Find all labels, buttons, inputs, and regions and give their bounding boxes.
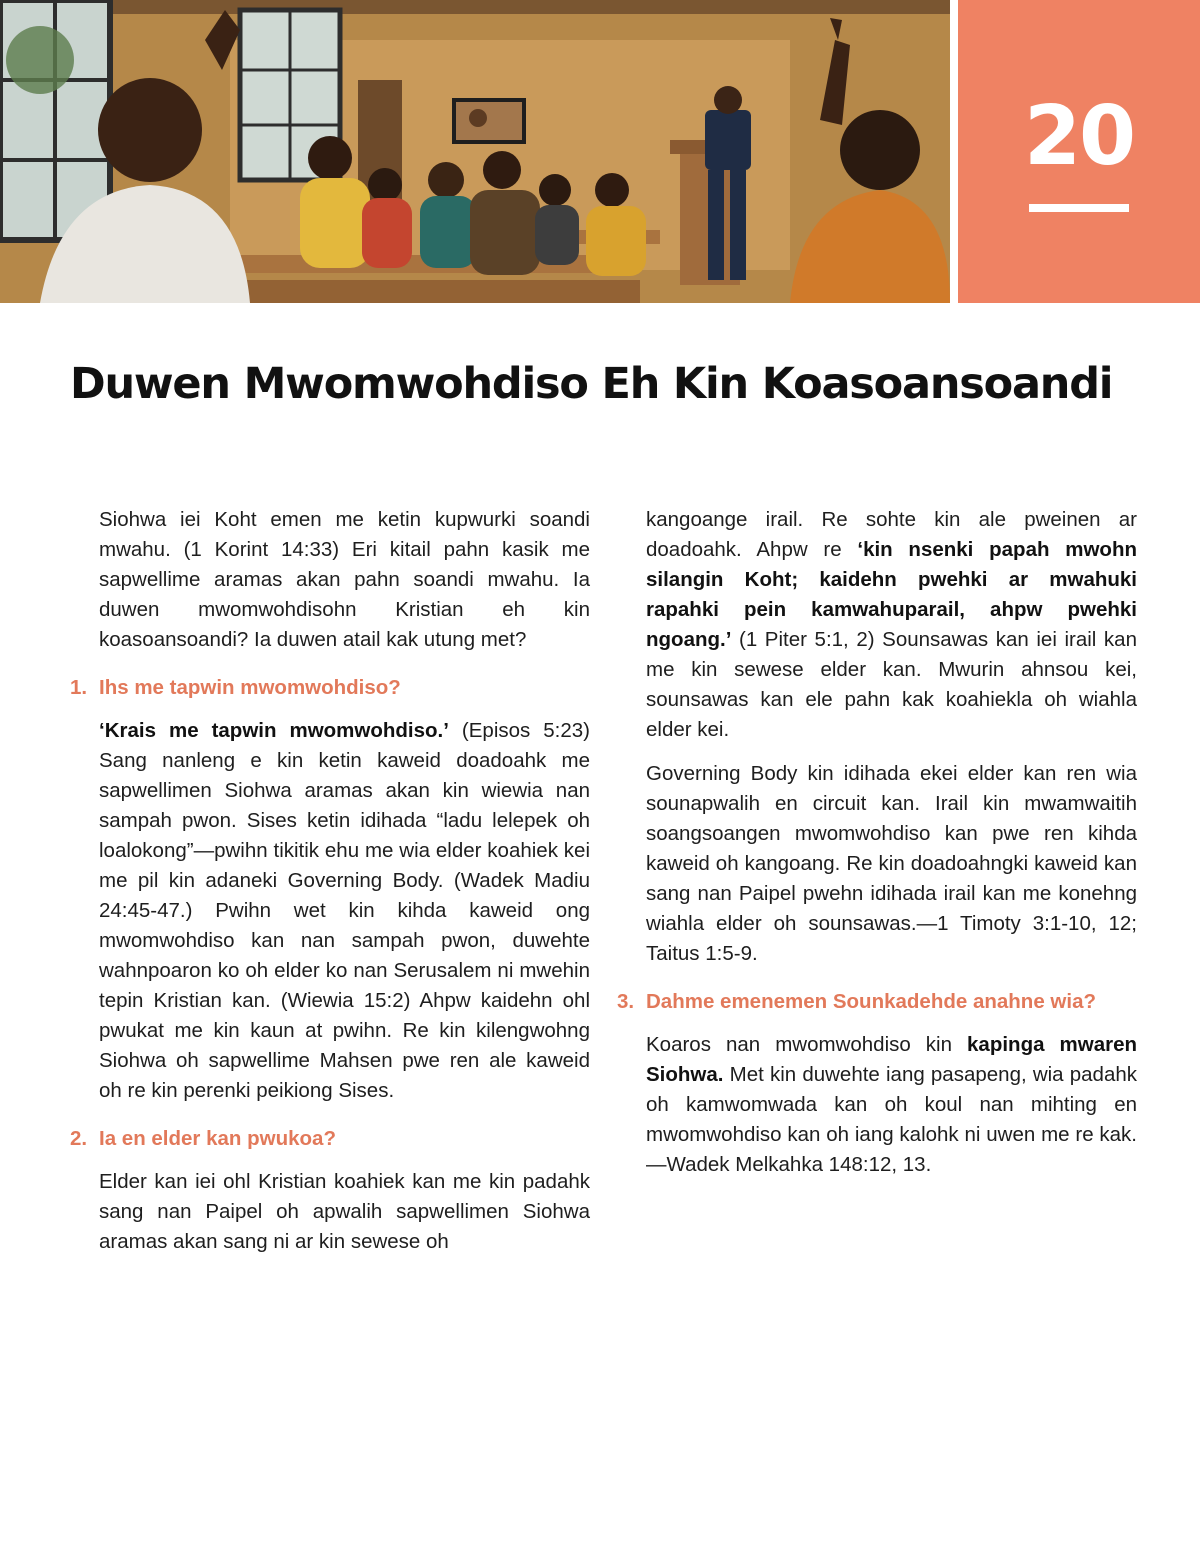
answer-1-emphasis: ‘Krais me tapwin mwomwohdiso.’ — [99, 719, 449, 742]
answer-2-cont-rest: (1 Piter 5:1, 2) Sounsawas kan iei irail kan me kin sewese elder kan. Mwurin ahnsou kei, sounsawas kan ele pahn kak koahiekla oh wiahla elder kei. — [646, 628, 1137, 741]
answer-2-cont-start: kangoange irail. Re sohte kin ale pweinen ar doadoahk. Ahpw re — [646, 508, 1137, 561]
page-title: Duwen Mwomwohdiso Eh Kin Koasoansoandi — [70, 359, 1113, 409]
answer-3-rest: Met kin duwehte iang pasapeng, wia padahk oh kamwomwada kan oh koul nan mihting en mwomwohdiso kan oh iang kalohk ni uwen me re kak.—Wadek Melkahka 148:12, 13. — [646, 1063, 1137, 1176]
answer-3-emphasis: kapinga mwaren Siohwa. — [646, 1033, 1137, 1086]
question-2 — [70, 1124, 590, 1153]
intro-paragraph: Siohwa iei Koht emen me ketin kupwurki soandi mwahu. (1 Korint 14:33) Eri kitail pahn kasik me sapwellime aramas akan pahn soandi mwahu. Ia duwen mwomwohdisohn Kristian eh kin koasoansoandi? Ia duwen atail kak utung met? — [99, 508, 590, 651]
answer-1-text: (Episos 5:23) Sang nanleng e kin ketin kaweid doadoahk me sapwellimen Siohwa aramas akan kin wiewia nan sampah pwon. Sises ketin idihada “ladu lelepek oh loalokong”—pwihn tikitik ehu me wia elder koahiek kei me pil kin adaneki Governing Body. (Wadek Madiu 24:45-47.) Pwihn wet kin kihda kaweid ong mwomwohdiso kan nan sampah pwon, duwehte wahnpoaron ko oh elder ko nan Serusalem ni mwehin tepin Kristian kan. (Wiewia 15:2) Ahpw kaidehn ohl pwukat me kin kaun at pwihn. Re kin kilengwohng Siohwa oh sapwellime Mahsen pwe ren ale kaweid oh re kin perenki peikiong Sises. — [99, 719, 590, 1102]
congregation-meeting-illustration — [0, 0, 950, 303]
badge-underline — [1029, 204, 1129, 212]
answer-2-emphasis: ‘kin nsenki papah mwohn silangin Koht; kaidehn pwehki ar mwahuki rapahki pein kamwahuparail, ahpw pwehki ngoang.’ — [646, 538, 1137, 651]
answer-2-paragraph-2: Governing Body kin idihada ekei elder kan ren wia sounapwalih en circuit kan. Irail kin mwamwaitih soangsoangen mwomwohdiso kan pwe ren kihda kaweid oh kangoang. Re kin doadoahngki kaweid kan sang nan Paipel pwehn idihada irail kan me konehng wiahla elder oh sounsawas.—1 Timoty 3:1-10, 12; Taitus 1:5-9. — [646, 762, 1137, 965]
question-3-text: Dahme emenemen Sounkadehde anahne wia? — [646, 990, 1096, 1013]
question-3 — [617, 987, 1137, 1016]
right-column — [617, 505, 1137, 1180]
question-3-number: 3. — [617, 990, 635, 1013]
answer-3-paragraph — [617, 1030, 1137, 1180]
question-1-text: Ihs me tapwin mwomwohdiso? — [99, 676, 401, 699]
left-column — [70, 505, 590, 1257]
lesson-badge — [958, 0, 1200, 303]
lesson-number: 20 — [1023, 89, 1135, 184]
question-1 — [70, 673, 590, 702]
header-photo — [0, 0, 950, 303]
answer-2-paragraph: Elder kan iei ohl Kristian koahiek kan me kin padahk sang nan Paipel oh apwalih sapwellimen Siohwa aramas akan sang ni ar kin sewese oh — [99, 1170, 590, 1253]
question-1-number: 1. — [70, 676, 88, 699]
answer-1-paragraph — [70, 716, 590, 1106]
answer-2-continued — [617, 505, 1137, 745]
question-2-text: Ia en elder kan pwukoa? — [99, 1127, 336, 1150]
question-2-number: 2. — [70, 1127, 88, 1150]
answer-3-start: Koaros nan mwomwohdiso kin — [646, 1033, 968, 1056]
